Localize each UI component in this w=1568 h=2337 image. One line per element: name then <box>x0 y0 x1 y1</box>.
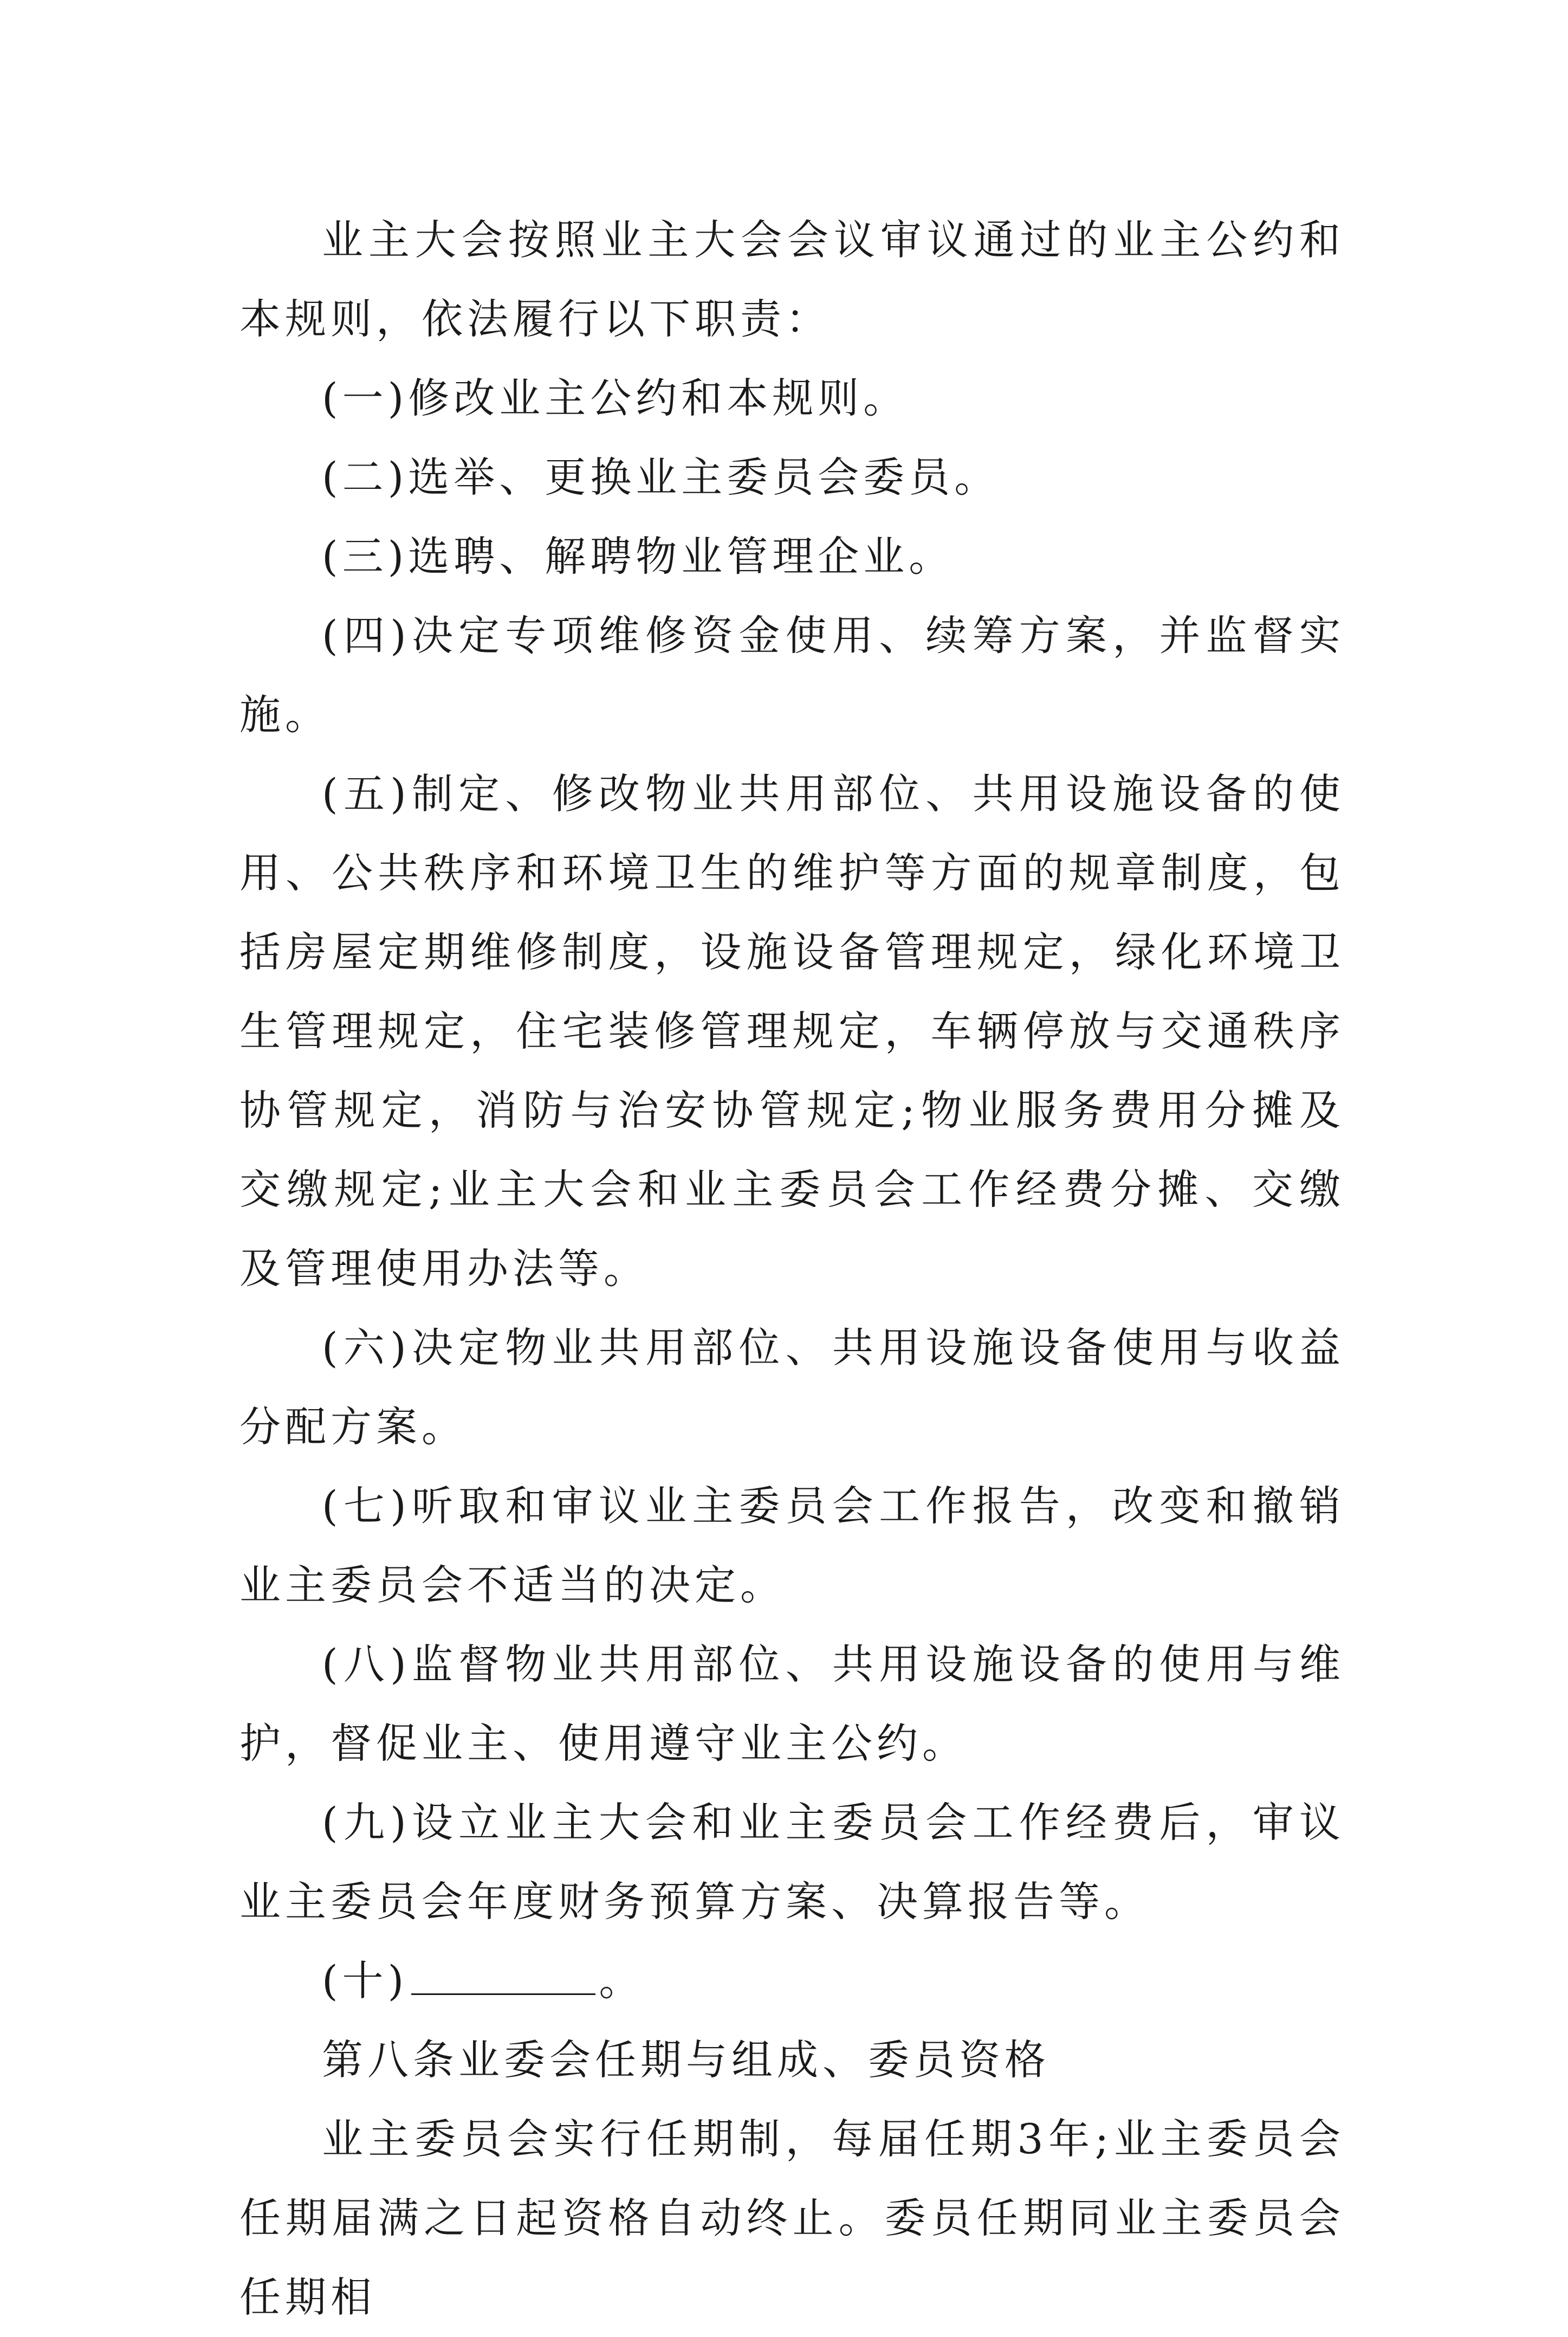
article-8-title: 第八条业委会任期与组成、委员资格 <box>322 2036 1050 2084</box>
duty-item-1: (一)修改业主公约和本规则。 <box>322 374 909 422</box>
fill-in-blank <box>411 1961 595 1995</box>
document-page <box>239 201 1345 2337</box>
duty-item-4: (四)决定专项维修资金使用、续筹方案，并监督实施。 <box>239 611 1345 739</box>
duty-item-9: (九)设立业主大会和业主委员会工作经费后，审议业主委员会年度财务预算方案、决算报告等。 <box>239 1798 1345 1926</box>
duty-item-8: (八)监督物业共用部位、共用设施设备的使用与维护，督促业主、使用遵守业主公约。 <box>239 1640 1345 1767</box>
duty-item-3: (三)选聘、解聘物业管理企业。 <box>322 532 955 580</box>
duty-item-2: (二)选举、更换业主委员会委员。 <box>322 453 1000 501</box>
duty-item-10 <box>239 1941 1345 2020</box>
article-8-body: 业主委员会实行任期制，每届任期3年;业主委员会任期届满之日起资格自动终止。委员任期同业主委员会任期相 <box>239 2115 1345 2321</box>
paragraph-duties-intro: 业主大会按照业主大会会议审议通过的业主公约和本规则，依法履行以下职责： <box>239 216 1345 343</box>
duty-item-10-prefix: (十) <box>322 1957 409 2005</box>
duty-item-6: (六)决定物业共用部位、共用设施设备使用与收益分配方案。 <box>239 1324 1345 1451</box>
duty-item-7: (七)听取和审议业主委员会工作报告，改变和撤销业主委员会不适当的决定。 <box>239 1482 1345 1609</box>
duty-item-5: (五)制定、修改物业共用部位、共用设施设备的使用、公共秩序和环境卫生的维护等方面的规章制度，包括房屋定期维修制度，设施设备管理规定，绿化环境卫生管理规定，住宅装修管理规定，车辆停放与交通秩序协管规定，消防与治安协管规定;物业服务费用分摊及交缴规定;业主大会和业主委员会工作经费分摊、交缴及管理使用办法等。 <box>239 770 1345 1293</box>
duty-item-10-suffix: 。 <box>599 1957 645 2005</box>
